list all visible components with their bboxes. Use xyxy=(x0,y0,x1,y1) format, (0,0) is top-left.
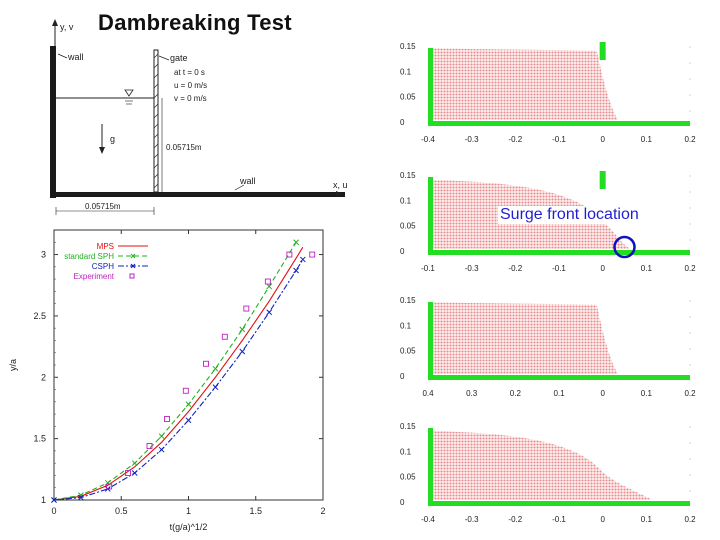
x-tick-label: -0.3 xyxy=(464,264,479,273)
schematic-gravity-label: g xyxy=(110,134,116,144)
y-axis-label: y/a xyxy=(8,358,18,372)
x-tick-label: -0.4 xyxy=(421,135,435,144)
x-tick-label: 0.4 xyxy=(422,389,434,398)
y-tick-label: 2 xyxy=(40,372,46,383)
y-tick-label: 0.1 xyxy=(400,196,412,206)
x-tick-label: 0.1 xyxy=(640,389,652,398)
x-tick-label: -0.1 xyxy=(421,264,435,273)
x-tick-label: -0.3 xyxy=(464,135,479,144)
page-title: Dambreaking Test xyxy=(98,10,292,35)
x-tick-label: -0.3 xyxy=(464,515,479,524)
series-marker-1 xyxy=(240,327,245,332)
schematic-wall-label: wall xyxy=(68,52,84,62)
left-wall xyxy=(428,48,433,124)
left-wall xyxy=(428,302,433,378)
y-tick-label: 0 xyxy=(400,372,405,381)
water-level-icon xyxy=(125,90,133,96)
x-tick-label: 1 xyxy=(185,506,192,516)
experiment-point xyxy=(265,279,270,284)
schematic-width-label: 0.05715m xyxy=(85,202,121,211)
experiment-point xyxy=(244,306,249,311)
series-marker-2 xyxy=(186,418,191,423)
series-marker-2 xyxy=(294,268,299,273)
surge-front-label: Surge front location xyxy=(500,206,639,223)
legend-label: standard SPH xyxy=(64,252,114,261)
x-tick-label: 0 xyxy=(600,389,605,398)
x-tick-label: 0.1 xyxy=(553,389,565,398)
x-tick-label: -0.1 xyxy=(552,135,566,144)
x-tick-label: 0.2 xyxy=(509,389,521,398)
left-wall xyxy=(428,428,433,504)
series-marker-2 xyxy=(213,385,218,390)
y-tick-label: 1 xyxy=(40,495,46,505)
series-marker-1 xyxy=(186,402,191,407)
floor-wall xyxy=(428,501,690,506)
snapshot-panel-4 xyxy=(398,416,710,534)
snapshot-panel-3 xyxy=(398,290,710,405)
x-tick-label: 0.3 xyxy=(466,389,478,398)
series-marker-2 xyxy=(300,257,305,262)
x-tick-label: 0 xyxy=(51,506,57,516)
x-tick-label: 0.1 xyxy=(640,264,652,273)
x-tick-label: 0.1 xyxy=(640,135,652,144)
left-wall xyxy=(428,177,433,253)
y-tick-label: 0.15 xyxy=(400,422,416,431)
gate-block xyxy=(600,171,606,189)
y-tick-label: 0.05 xyxy=(400,472,416,482)
y-tick-label: 0.15 xyxy=(400,171,416,180)
y-tick-label: 3 xyxy=(40,249,46,260)
x-tick-label: 0.2 xyxy=(684,264,696,273)
y-tick-label: 0.15 xyxy=(400,296,416,305)
series-marker-1 xyxy=(294,240,299,245)
series-marker-1 xyxy=(267,284,272,289)
surge-front-chart xyxy=(0,222,345,540)
y-tick-label: 0.1 xyxy=(400,447,412,457)
series-marker-1 xyxy=(213,366,218,371)
x-tick-label: -0.2 xyxy=(508,264,523,273)
schematic-left-wall xyxy=(50,46,56,198)
y-tick-label: 0.15 xyxy=(400,42,416,51)
x-tick-label: 0.1 xyxy=(640,515,652,524)
x-tick-label: -0.1 xyxy=(552,264,566,273)
x-tick-label: 0.2 xyxy=(684,389,696,398)
x-tick-label: -0.1 xyxy=(552,515,566,524)
legend-label: MPS xyxy=(96,242,114,251)
y-tick-label: 2.5 xyxy=(33,310,46,321)
y-tick-label: 1.5 xyxy=(33,433,46,444)
series-marker-1 xyxy=(132,461,137,466)
series-marker-2 xyxy=(132,471,137,476)
x-tick-label: 0 xyxy=(600,135,605,144)
legend-marker xyxy=(130,274,134,278)
series-marker-2 xyxy=(267,310,272,315)
snapshot-panel-1 xyxy=(398,36,710,151)
gate-block xyxy=(600,42,606,60)
x-tick-label: 2 xyxy=(320,506,326,516)
schematic-height-label: 0.05715m xyxy=(166,143,202,152)
x-tick-label: 0 xyxy=(600,515,605,524)
schematic-gate xyxy=(154,50,158,192)
schematic-condition-time: at t = 0 s xyxy=(174,68,205,77)
schematic-gate-label: gate xyxy=(170,53,188,63)
experiment-point xyxy=(203,361,208,366)
schematic-floor-label: wall xyxy=(240,176,256,186)
experiment-point xyxy=(164,417,169,422)
y-tick-label: 0 xyxy=(400,118,405,127)
y-tick-label: 0.1 xyxy=(400,67,412,77)
particle-fluid-region xyxy=(432,303,619,374)
experiment-point xyxy=(222,334,227,339)
y-tick-label: 0.1 xyxy=(400,321,412,331)
y-tick-label: 0.05 xyxy=(400,346,416,356)
x-tick-label: 1.5 xyxy=(249,506,263,516)
x-axis-label: t(g/a)^1/2 xyxy=(169,522,208,532)
schematic-condition-v: v = 0 m/s xyxy=(174,94,207,103)
x-tick-label: 0.2 xyxy=(684,135,696,144)
floor-wall xyxy=(428,375,690,380)
experiment-point xyxy=(310,252,315,257)
x-tick-label: 0.5 xyxy=(114,506,128,516)
experiment-point xyxy=(183,388,188,393)
x-tick-label: 0.2 xyxy=(684,515,696,524)
y-tick-label: 0.05 xyxy=(400,221,416,231)
floor-wall xyxy=(428,250,690,255)
series-marker-1 xyxy=(105,480,110,485)
schematic-x-label: x, u xyxy=(333,180,348,190)
particle-fluid-region xyxy=(432,431,652,500)
legend-label: CSPH xyxy=(91,262,114,271)
schematic-condition-u: u = 0 m/s xyxy=(174,81,208,90)
schematic-y-label: y, v xyxy=(60,22,74,32)
y-tick-label: 0.05 xyxy=(400,92,416,102)
x-tick-label: 0 xyxy=(600,264,605,273)
y-tick-label: 0 xyxy=(400,247,405,256)
floor-wall xyxy=(428,121,690,126)
y-tick-label: 0 xyxy=(400,498,405,507)
dambreak-schematic xyxy=(40,18,360,218)
x-tick-label: -0.2 xyxy=(508,515,523,524)
schematic-y-arrow xyxy=(52,19,58,26)
series-marker-1 xyxy=(159,434,164,439)
series-line-0 xyxy=(54,247,303,500)
series-marker-2 xyxy=(240,349,245,354)
legend-label: Experiment xyxy=(73,272,114,281)
particle-fluid-region xyxy=(432,49,619,120)
x-tick-label: -0.4 xyxy=(421,515,435,524)
x-tick-label: -0.2 xyxy=(508,135,523,144)
series-line-2 xyxy=(54,259,303,500)
series-marker-2 xyxy=(159,447,164,452)
